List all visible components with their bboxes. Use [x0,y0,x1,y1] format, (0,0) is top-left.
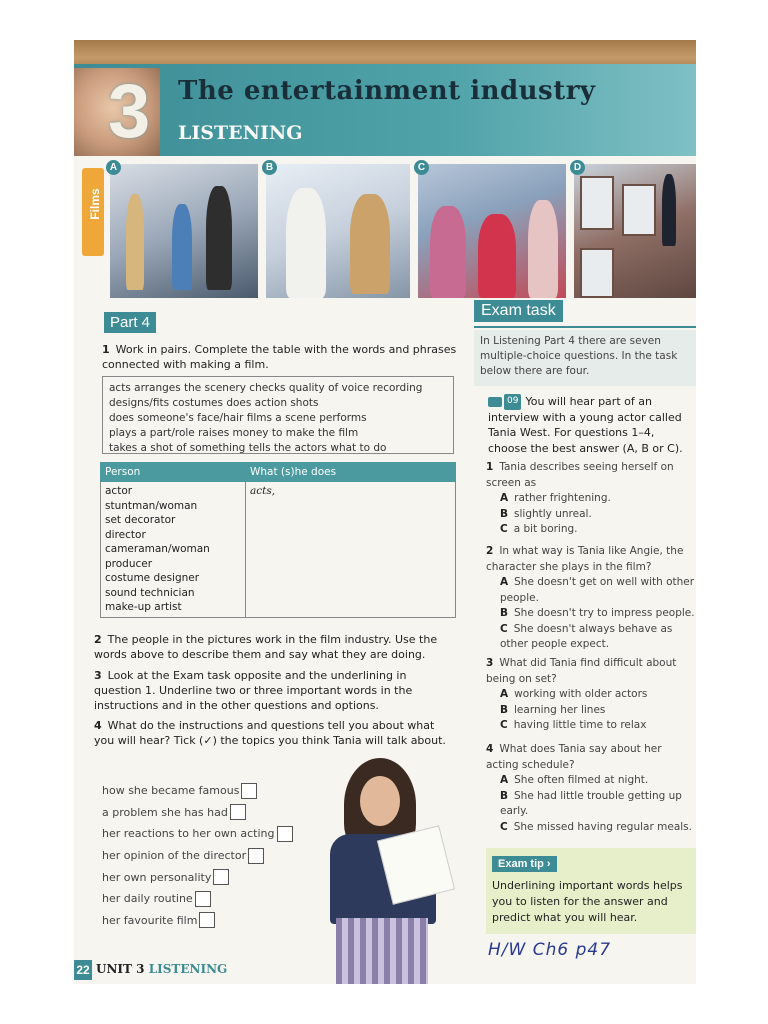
part-4-heading: Part 4 [104,312,156,333]
window [580,248,614,298]
window [580,176,614,230]
chevron-right-icon: › [546,858,551,870]
option[interactable]: B She had little trouble getting up early. [500,789,682,817]
films-side-tab: Films [82,168,104,256]
photo-label: D [570,160,585,175]
window [622,184,656,236]
tick-box[interactable] [248,848,264,864]
topic-item: her opinion of the director [102,845,293,867]
stuntman-figure [662,174,676,246]
topic-item: her own personality [102,866,293,888]
option[interactable]: A She doesn't get on well with other people. [500,576,695,604]
handwritten-answer: acts, [250,485,276,497]
photo-d [574,164,696,298]
person-table [100,462,456,618]
exam-task-instruction: 09 You will hear part of an interview with a young actor called Tania West. For questions 1–4, choose the best answer (A, B or C). [488,395,683,455]
photo-label: A [106,160,121,175]
word-box-line: designs/fits costumes does action shots [109,397,319,409]
photo-label: C [414,160,429,175]
page-number: 22 [74,960,92,980]
exam-question-2: 2 In what way is Tania like Angie, the character she plays in the film? A She doesn't get on well with other people. B She doesn't try to impress people. C She doesn't always behave as other people expect. [486,544,696,653]
person-item: producer [105,557,153,570]
person-figure [350,194,390,294]
camera-figure [206,186,232,290]
tick-box[interactable] [241,783,257,799]
tick-box[interactable] [213,869,229,885]
word-box-line: takes a shot of something tells the actors what to do [109,442,387,454]
unit-title: The entertainment industry [178,76,596,106]
person-figure [528,200,558,298]
exam-question-3: 3 What did Tania find difficult about being on set? A working with older actors B learning her lines C having little time to relax [486,656,696,734]
option[interactable]: B learning her lines [500,703,606,716]
table-header-person: Person [101,463,246,482]
photo-a [110,164,258,298]
person-figure [286,188,326,298]
handwritten-note: H/W Ch6 p47 [488,940,612,960]
option[interactable]: A rather frightening. [500,492,611,504]
person-figure [126,194,144,290]
person-item: actor [105,485,133,497]
exam-task-intro: In Listening Part 4 there are seven multiple-choice questions. In the task below there are four. [474,330,696,386]
person-item: set decorator [105,514,176,526]
person-list [101,482,246,618]
question-4: 4 What do the instructions and questions tell you about what you will hear? Tick (✓) the topics you think Tania will talk about. [94,719,446,747]
photo-label: B [262,160,277,175]
word-box [102,376,454,454]
word-box-line: does someone's face/hair films a scene performs [109,412,367,424]
photo-c [418,164,566,298]
option[interactable]: C She missed having regular meals. [500,820,692,833]
topic-item: her favourite film [102,910,293,932]
topic-item: her daily routine [102,888,293,910]
option[interactable]: C a bit boring. [500,523,578,535]
tick-box[interactable] [230,804,246,820]
topic-checklist [102,780,293,931]
option[interactable]: A working with older actors [500,688,648,700]
person-item: director [105,528,146,541]
exam-task-rule [474,326,696,328]
topic-item: her reactions to her own acting [102,823,293,845]
topic-item: how she became famous [102,780,293,802]
track-number: 09 [504,394,521,410]
girl-skirt [336,918,428,984]
girl-face [360,776,400,826]
person-item: make-up artist [105,601,182,613]
question-3: 3 Look at the Exam task opposite and the underlining in question 1. Underline two or three important words in the instructions and in the other questions and options. [94,669,413,712]
word-box-line: plays a part/role raises money to make the film [109,427,359,439]
table-header-what: What (s)he does [246,463,456,482]
topic-item: a problem she has had [102,802,293,824]
unit-header [74,64,696,156]
exam-tip-label: Exam tip › [492,856,557,872]
word-box-line: acts arranges the scenery checks quality of voice recording [109,382,423,394]
person-item: stuntman/woman [105,499,198,512]
exam-tip-text: Underlining important words helps you to listen for the answer and predict what you will hear. [492,879,683,924]
answer-cell[interactable] [246,482,456,618]
option[interactable]: B slightly unreal. [500,507,592,520]
person-figure [172,204,192,290]
person-item: costume designer [105,572,200,584]
tick-box[interactable] [277,826,293,842]
option[interactable]: B She doesn't try to impress people. [500,607,695,619]
person-item: sound technician [105,586,195,599]
person-figure [430,206,466,298]
option[interactable]: C having little time to relax [500,719,647,731]
exam-task-heading: Exam task [474,300,563,322]
option[interactable]: A She often filmed at night. [500,774,649,786]
exam-question-4: 4 What does Tania say about her acting schedule? A She often filmed at night. B She had little trouble getting up early. C She missed having regular meals. [486,742,696,835]
tick-box[interactable] [195,891,211,907]
question-1: 1 Work in pairs. Complete the table with the words and phrases connected with making a film. [102,343,457,371]
girl-reading-photo [310,758,460,984]
photo-b [266,164,410,298]
textbook-page [74,64,696,984]
exam-question-1: 1 Tania describes seeing herself on screen as A rather frightening. B slightly unreal. C a bit boring. [486,460,696,538]
person-item: cameraman/woman [105,543,210,555]
page-footer: UNIT 3 LISTENING [96,962,228,976]
audio-icon[interactable] [488,397,502,407]
section-title: LISTENING [178,122,303,144]
costume-figure [478,214,516,298]
option[interactable]: C She doesn't always behave as other people expect. [500,622,673,650]
unit-number: 3 [108,69,151,154]
tick-box[interactable] [199,912,215,928]
question-2: 2 The people in the pictures work in the film industry. Use the words above to describe them and say what they are doing. [94,633,438,661]
